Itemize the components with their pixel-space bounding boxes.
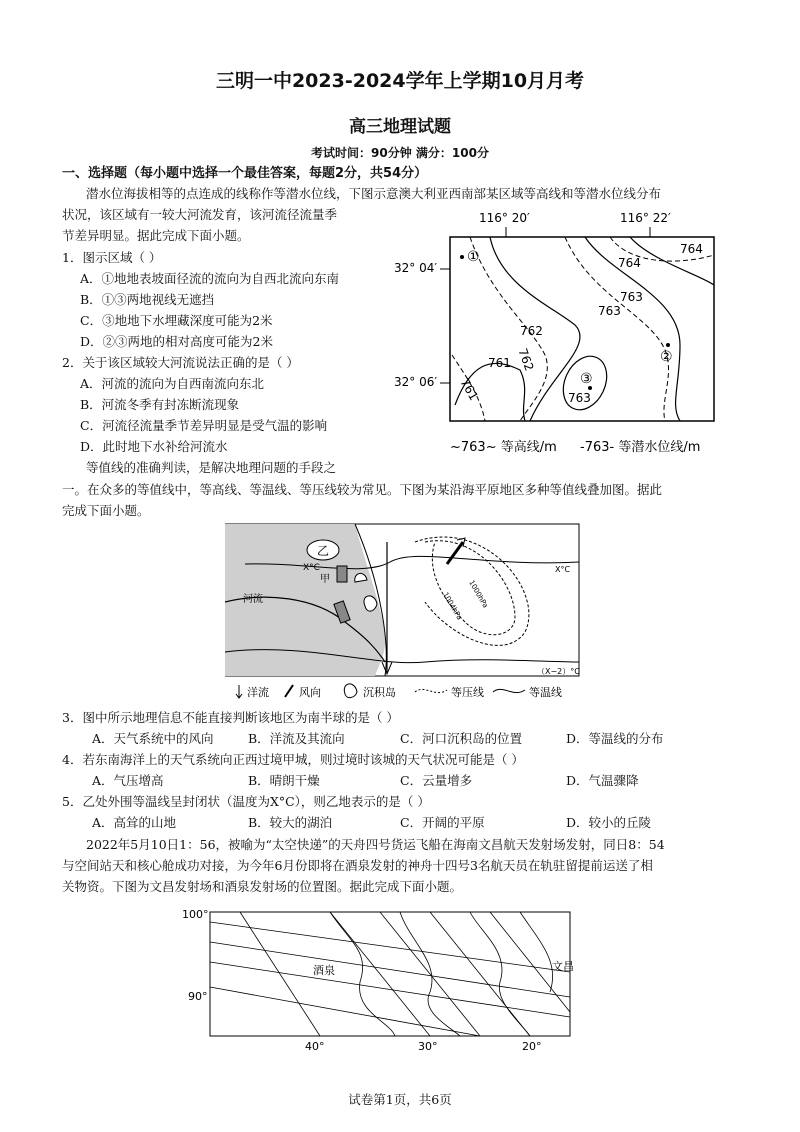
label-763: 763	[620, 290, 643, 304]
legend-island: 沉积岛	[363, 686, 396, 699]
label-x2c: （X−2）°C	[537, 667, 580, 676]
intro1-line1: 潜水位海拔相等的点连成的线称作等潜水位线，下图示意澳大利亚西南部某区域等高线和等潜水位线分布	[86, 186, 662, 201]
legend-current: 洋流	[247, 686, 269, 699]
intro1-line3: 节差异明显。据此完成下面小题。	[62, 228, 250, 243]
label-1000hpa: 1000hPa	[467, 579, 490, 610]
point-1: ①	[467, 249, 480, 265]
q1-stem: 1．图示区域（ ）	[62, 250, 162, 265]
isoline-map	[225, 522, 585, 702]
q3-option-a[interactable]: A．天气系统中的风向	[92, 731, 214, 746]
label-yi: 乙	[317, 544, 330, 558]
lat-100-label: 100°	[182, 908, 209, 921]
lon-30-label: 30°	[418, 1040, 438, 1053]
page-footer: 试卷第1页，共6页	[348, 1092, 452, 1107]
lon-20-label: 20°	[522, 1040, 542, 1053]
lon-left-label: 116° 20′	[479, 211, 530, 225]
label-762: 762	[515, 346, 537, 373]
q1-option-d[interactable]: D．②③两地的相对高度可能为2米	[80, 334, 273, 349]
exam-subtitle: 高三地理试题	[349, 117, 451, 137]
point-3: ③	[580, 371, 593, 387]
label-764: 764	[680, 242, 703, 256]
q4-option-d[interactable]: D．气温骤降	[566, 773, 639, 788]
section-heading: 一、选择题（每小题中选择一个最佳答案，每题2分，共54分）	[62, 166, 428, 181]
legend-water-table: -763- 等潜水位线/m	[580, 440, 701, 455]
lon-40-label: 40°	[305, 1040, 325, 1053]
intro2-line2: 一。在众多的等值线中，等高线、等温线、等压线较为常见。下图为某沿海平原地区多种等值线叠加图。据此	[62, 482, 663, 497]
q5-option-a[interactable]: A．高耸的山地	[92, 815, 177, 830]
q3-option-d[interactable]: D．等温线的分布	[566, 731, 664, 746]
label-763: 763	[568, 391, 591, 405]
label-xc2: X°C	[555, 565, 571, 574]
label-761: 761	[488, 356, 511, 370]
intro1-line2: 状况，该区域有一较大河流发育，该河流径流量季	[62, 207, 338, 222]
q3-option-b[interactable]: B．洋流及其流向	[248, 731, 345, 746]
q5-option-d[interactable]: D．较小的丘陵	[566, 815, 652, 830]
legend-isobar: 等压线	[451, 686, 484, 699]
q2-option-c[interactable]: C．河流径流量季节差异明显是受气温的影响	[80, 418, 328, 433]
label-xc1: X°C	[303, 563, 320, 573]
label-764: 764	[618, 256, 641, 270]
intro2-line3: 完成下面小题。	[62, 503, 150, 518]
q4-option-a[interactable]: A．气压增高	[92, 773, 164, 788]
legend-wind: 风向	[299, 686, 321, 699]
contour-map	[380, 205, 730, 465]
exam-info: 考试时间：90分钟 满分：100分	[311, 146, 489, 160]
exam-title: 三明一中2023-2024学年上学期10月月考	[215, 70, 585, 92]
launch-site-map	[180, 902, 600, 1062]
intro3-line1: 2022年5月10日1：56，被喻为“太空快递”的天舟四号货运飞船在海南文昌航天发射场发射，同日8：54	[86, 837, 665, 852]
lat-bottom-label: 32° 06′	[394, 375, 438, 389]
intro3-line3: 关物资。下图为文昌发射场和酒泉发射场的位置图。据此完成下面小题。	[62, 879, 463, 894]
q3-option-c[interactable]: C．河口沉积岛的位置	[400, 731, 523, 746]
point-2: ②	[660, 349, 673, 365]
label-763: 763	[598, 304, 621, 318]
q5-option-b[interactable]: B．较大的湖泊	[248, 815, 333, 830]
q2-option-a[interactable]: A．河流的流向为自西南流向东北	[80, 376, 265, 391]
label-jiuquan: 酒泉	[313, 964, 335, 977]
intro3-line2: 与空间站天和核心舱成功对接，为今年6月份即将在酒泉发射的神舟十四号3名航天员在轨驻留提前运送了相	[62, 858, 653, 873]
q3-stem: 3．图中所示地理信息不能直接判断该地区为南半球的是（ ）	[62, 710, 399, 725]
legend-contour: ~763~ 等高线/m	[450, 440, 557, 455]
label-jia: 甲	[320, 574, 330, 585]
q5-option-c[interactable]: C．开阔的平原	[400, 815, 485, 830]
label-wenchang: 文昌	[552, 960, 574, 973]
q2-option-d[interactable]: D．此时地下水补给河流水	[80, 439, 228, 454]
label-river: 河流	[243, 594, 263, 605]
legend-isotherm: 等温线	[529, 686, 562, 699]
q2-stem: 2．关于该区域较大河流说法正确的是（ ）	[62, 355, 299, 370]
q1-option-b[interactable]: B．①③两地视线无遮挡	[80, 292, 215, 307]
q1-option-c[interactable]: C．③地地下水埋藏深度可能为2米	[80, 313, 273, 328]
lat-top-label: 32° 04′	[394, 261, 438, 275]
q1-option-a[interactable]: A．①地地表坡面径流的流向为自西北流向东南	[80, 271, 340, 286]
label-761: 761	[457, 376, 481, 403]
q2-option-b[interactable]: B．河流冬季有封冻断流现象	[80, 397, 240, 412]
q4-option-c[interactable]: C．云量增多	[400, 773, 473, 788]
label-762: 762	[520, 324, 543, 338]
lon-right-label: 116° 22′	[620, 211, 671, 225]
q4-stem: 4．若东南海洋上的天气系统向正西过境甲城，则过境时该城的天气状况可能是（ ）	[62, 752, 524, 767]
q5-stem: 5．乙处外围等温线呈封闭状（温度为X°C），则乙地表示的是（ ）	[62, 794, 430, 809]
q4-option-b[interactable]: B．晴朗干燥	[248, 773, 320, 788]
label-1004hpa: 1004hPa	[441, 591, 464, 622]
intro2-line1: 等值线的准确判读，是解决地理问题的手段之	[86, 460, 337, 475]
lat-90-label: 90°	[188, 990, 208, 1003]
